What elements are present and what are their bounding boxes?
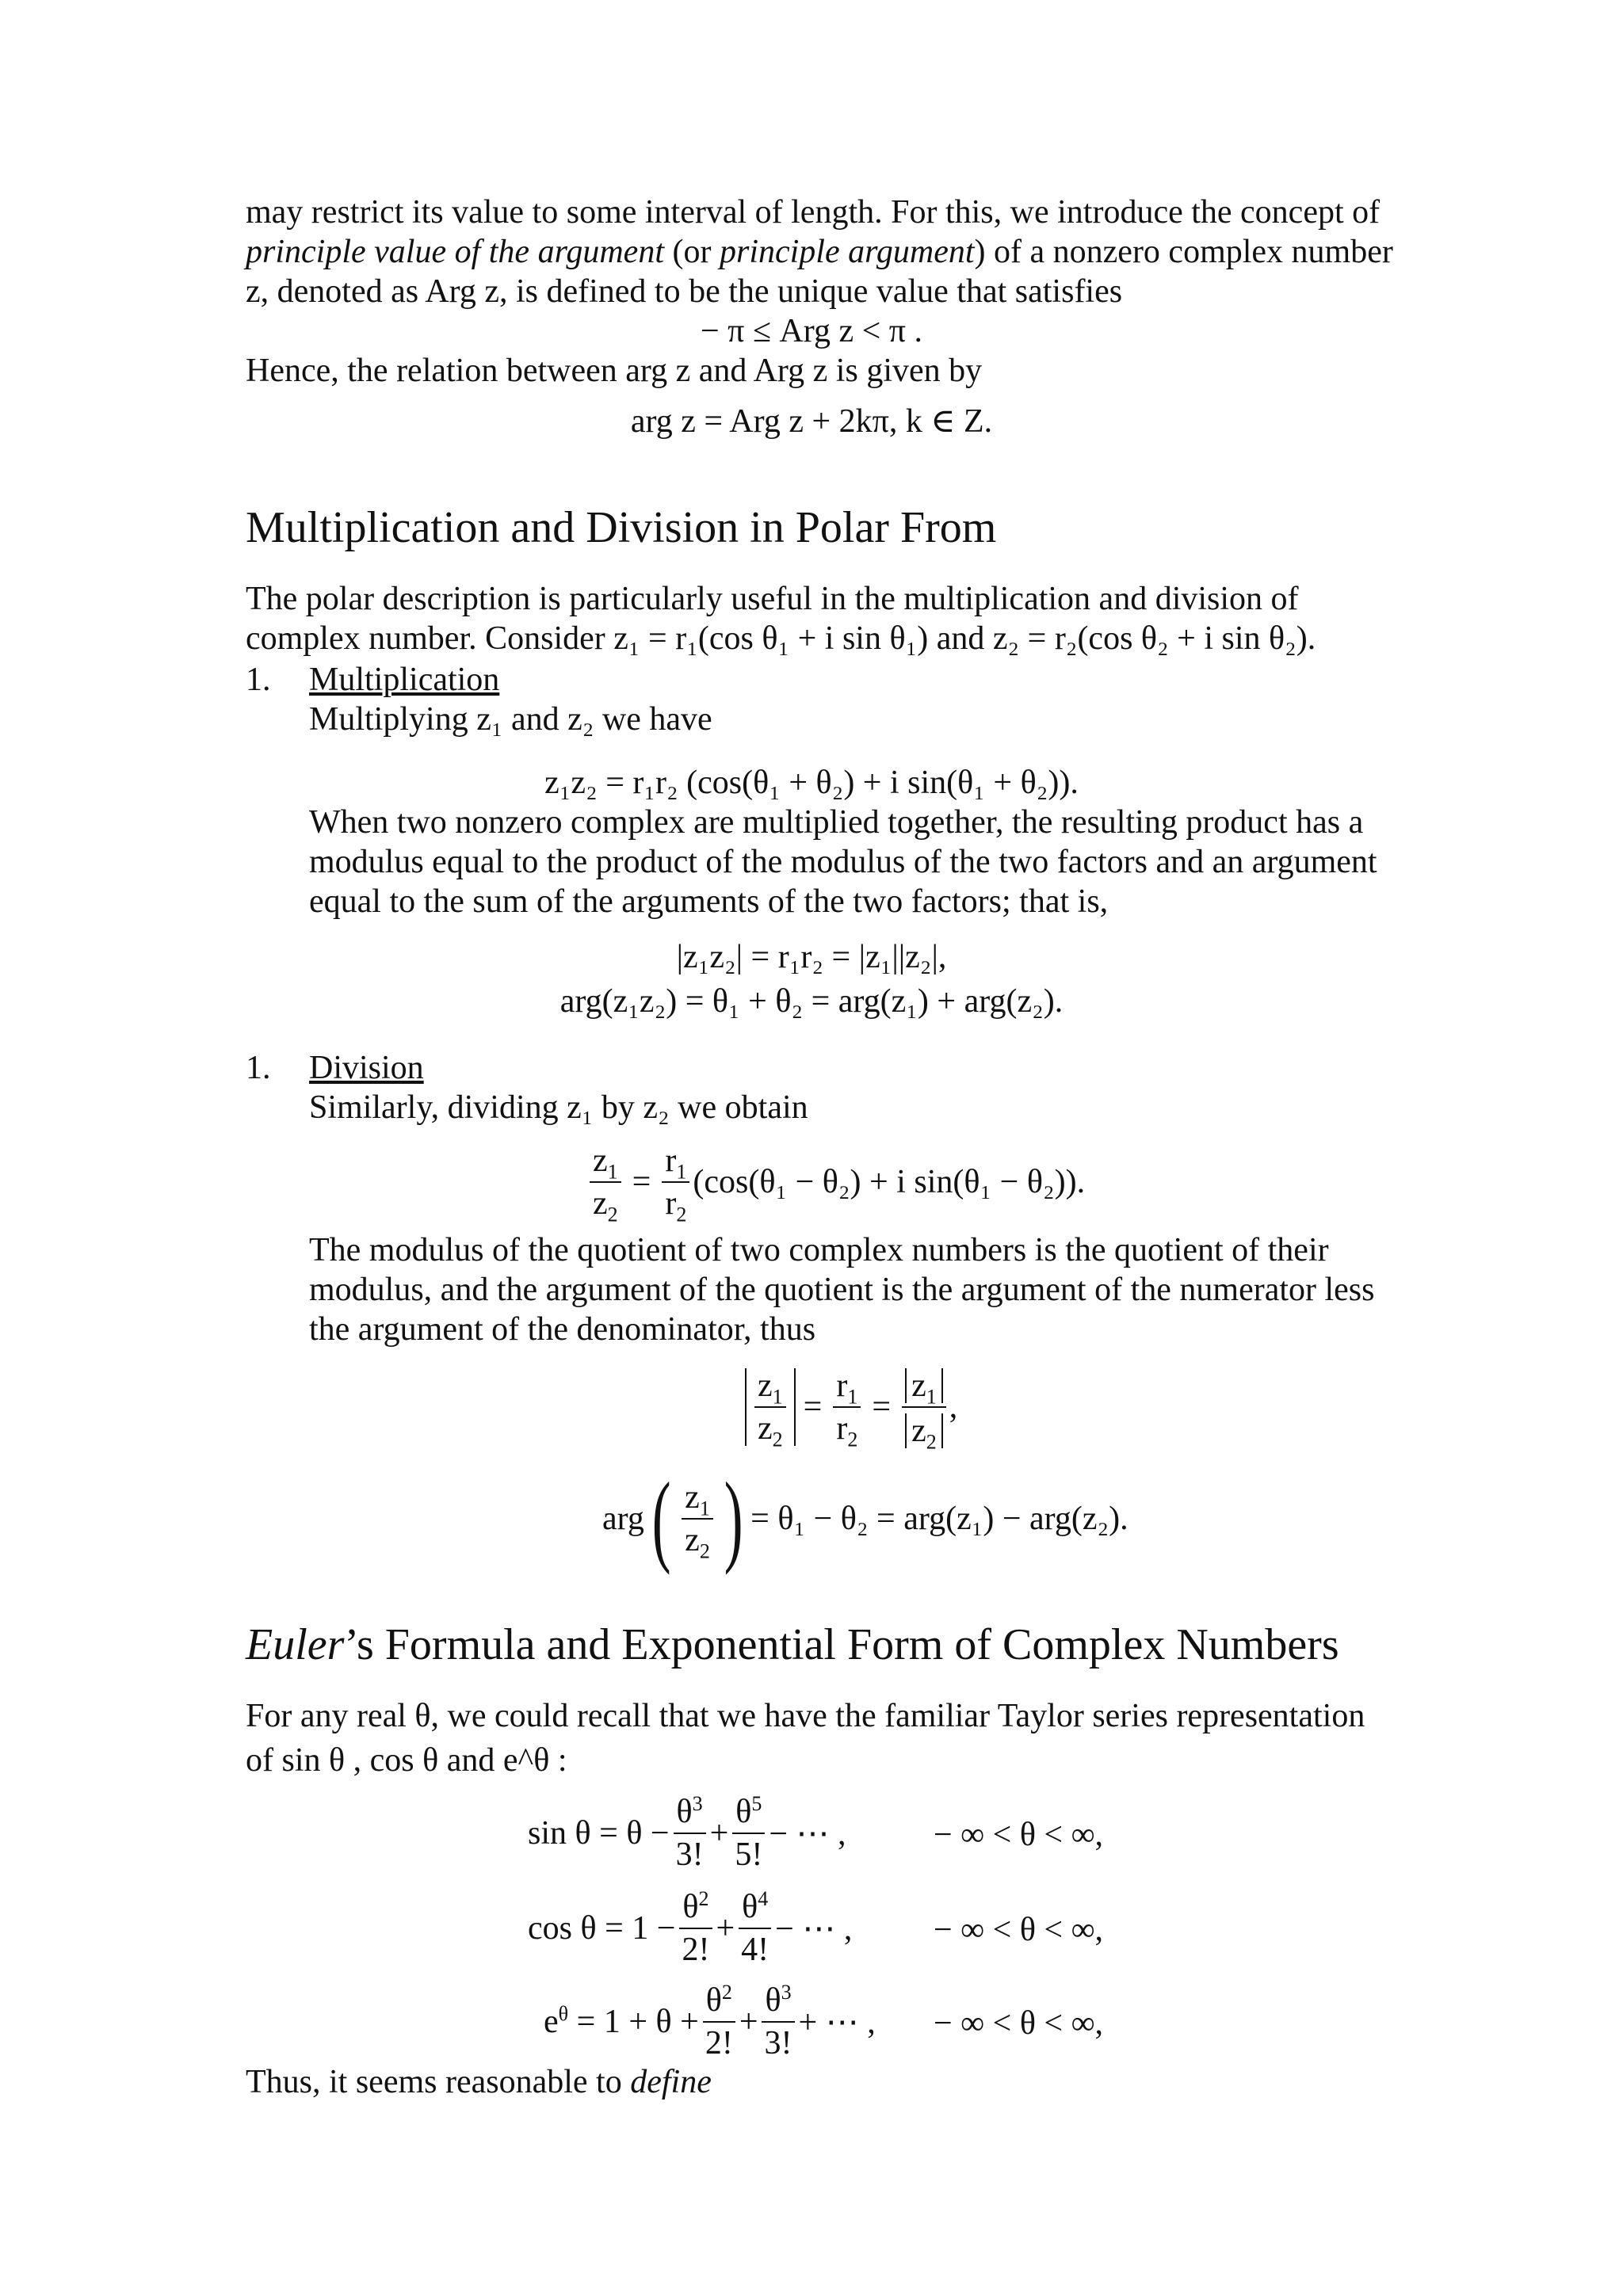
mult-text-line-3: equal to the sum of the arguments of the two factors; that is, <box>309 883 1109 920</box>
closing-sentence <box>246 2063 712 2101</box>
intro-line-4: Hence, the relation between arg z and Arg z is given by <box>246 353 983 389</box>
subheading-division: Division <box>309 1050 424 1086</box>
section-heading-mult-div: Multiplication and Division in Polar From <box>246 503 997 552</box>
closing-text: Thus, it seems reasonable to <box>246 2064 631 2100</box>
intro-line-3: z, denoted as Arg z, is defined to be the unique value that satisfies <box>246 273 1123 310</box>
quotient-equation: $\frac{z_1}{z_2}$ = $\frac{r_1}{r_2}$ (cos(θ₁ − θ₂) + i sin(θ₁ − θ₂)). <box>586 1135 1085 1230</box>
list-number-mult: 1. <box>246 662 271 698</box>
taylor-cos: cos θ = 1 − $\frac{\theta^2}{2!}$ + $\frac{\theta^4}{4!}$ − ⋯ , <box>528 1887 853 1968</box>
mult-text-line-1: When two nonzero complex are multiplied together, the resulting product has a <box>309 804 1364 841</box>
taylor-sin: sin θ = θ − $\frac{\theta^3}{3!}$ + $\frac{\theta^5}{5!}$ − ⋯ , <box>528 1792 846 1873</box>
quotient-argument-equation: arg ( $\frac{z_1}{z_2}$ ) = θ₁ − θ₂ = arg(z₁) − arg(z₂). <box>602 1462 1128 1576</box>
taylor-exp: $e^\theta = 1 + \theta$ + $\frac{\theta^2}{2!}$ + $\frac{\theta^3}{3!}$ + ⋯ , <box>544 1981 876 2061</box>
abs-z1-over-z2: $\frac{z_1}{z_2}$ <box>745 1368 796 1446</box>
euler-paragraph-line-2: of sin θ , cos θ and e^θ : <box>246 1742 567 1779</box>
product-argument-equation: arg(z₁z₂) = θ₁ + θ₂ = arg(z₁) + arg(z₂). <box>559 983 1064 1020</box>
quotient-rhs: (cos(θ₁ − θ₂) + i sin(θ₁ − θ₂)). <box>693 1164 1086 1200</box>
intro-text: ) of a nonzero complex number <box>974 234 1393 270</box>
mult-text-line-2: modulus equal to the product of the modulus of the two factors and an argument <box>309 844 1377 880</box>
div-text-line-1: The modulus of the quotient of two complex numbers is the quotient of their <box>309 1232 1329 1268</box>
subheading-multiplication: Multiplication <box>309 662 500 698</box>
term-principal-argument: principle argument <box>719 234 975 270</box>
mult-paragraph-line-1: The polar description is particularly useful in the multiplication and division of <box>246 581 1299 617</box>
arg-relation-equation: arg z = Arg z + 2kπ, k ∈ Z. <box>630 403 993 440</box>
mult-paragraph-line-2: complex number. Consider z₁ = r₁(cos θ₁ + i sin θ₁) and z₂ = r₂(cos θ₂ + i sin θ₂). <box>246 620 1316 657</box>
fraction-r1-over-r2: $\frac{r_1}{r_2}$ <box>833 1368 861 1446</box>
principal-arg-inequality: − π ≤ Arg z < π . <box>700 313 923 349</box>
heading-rest: ’s Formula and Exponential Form of Complex Numbers <box>344 1620 1339 1669</box>
term-principal-value: principle value of the argument <box>246 234 664 270</box>
euler-paragraph-line-1: For any real θ, we could recall that we have the familiar Taylor series representation <box>246 1698 1365 1734</box>
quotient-modulus-equation: $\frac{z_1}{z_2}$ = $\frac{r_1}{r_2}$ = $\frac{z_1}{z_2}$ , <box>745 1352 957 1463</box>
taylor-exp-range: − ∞ < θ < ∞, <box>934 2005 1104 2042</box>
fraction-abs-z1-over-abs-z2: $\frac{z_1}{z_2}$ <box>902 1366 946 1449</box>
fraction-z1-over-z2: $\frac{z_1}{z_2}$ <box>590 1143 621 1221</box>
intro-text: (or <box>664 234 720 270</box>
intro-line-1: may restrict its value to some interval of length. For this, we introduce the concept of <box>246 194 1381 231</box>
euler-name: Euler <box>246 1620 345 1669</box>
div-intro: Similarly, dividing z₁ by z₂ we obtain <box>309 1089 808 1126</box>
intro-line-2 <box>246 233 1395 271</box>
quotient-argument-rhs: = θ₁ − θ₂ = arg(z₁) − arg(z₂). <box>750 1501 1128 1537</box>
product-modulus-equation: |z₁z₂| = r₁r₂ = |z₁||z₂|, <box>676 939 947 975</box>
div-text-line-3: the argument of the denominator, thus <box>309 1311 816 1348</box>
list-number-div: 1. <box>246 1050 271 1086</box>
taylor-cos-range: − ∞ < θ < ∞, <box>934 1912 1104 1948</box>
div-text-line-2: modulus, and the argument of the quotient is the argument of the numerator less <box>309 1272 1375 1308</box>
section-heading-euler <box>246 1619 1339 1670</box>
mult-intro: Multiplying z₁ and z₂ we have <box>309 701 712 738</box>
fraction-r1-over-r2: $\frac{r_1}{r_2}$ <box>662 1143 689 1221</box>
taylor-sin-range: − ∞ < θ < ∞, <box>934 1817 1104 1853</box>
product-equation: z₁z₂ = r₁r₂ (cos(θ₁ + θ₂) + i sin(θ₁ + θ₂)). <box>544 765 1079 801</box>
closing-define: define <box>630 2064 712 2100</box>
fraction-z1-over-z2: $\frac{z_1}{z_2}$ <box>682 1480 713 1558</box>
